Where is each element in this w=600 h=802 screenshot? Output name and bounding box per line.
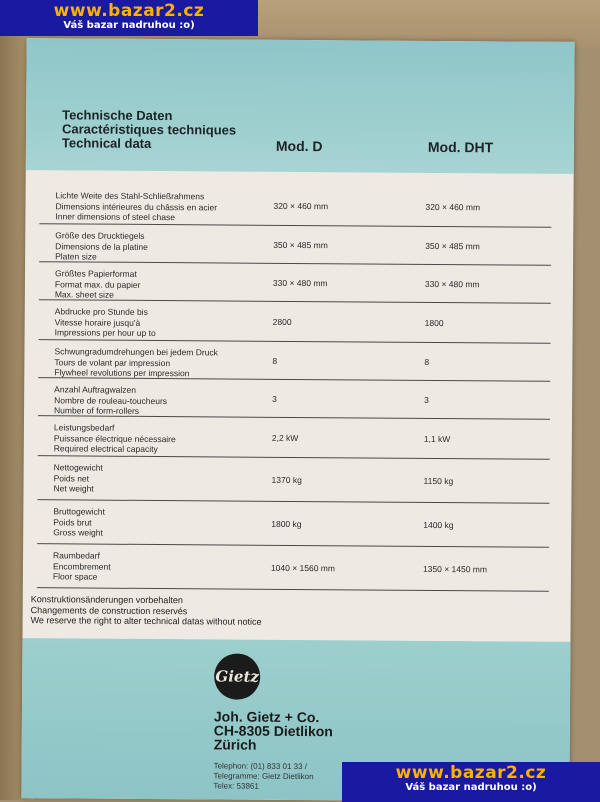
contact-info (213, 761, 313, 792)
spec-label: Flywheel revolutions per impression (54, 367, 190, 379)
mod-dht-value: 1,1 kW (423, 433, 451, 445)
contact-line: Telephon: (01) 833 01 33 / (213, 761, 308, 772)
spec-label: Encombrement (52, 560, 111, 572)
spec-label: Format max. du papier (54, 278, 141, 290)
spec-label: Required electrical capacity (53, 443, 158, 455)
spec-row (39, 224, 551, 266)
spec-row (37, 544, 549, 592)
spec-label: Dimensions de la platine (55, 240, 148, 252)
column-header-mod-dht: Mod. DHT (427, 138, 494, 156)
spec-label: Bruttogewicht (53, 506, 105, 517)
company-address (214, 709, 333, 752)
mod-d-value: 320 × 460 mm (273, 200, 329, 212)
spec-label: Impressions per hour up to (54, 327, 156, 339)
spec-label: Tours de volant par impression (54, 356, 171, 368)
spec-label: Nettogewicht (53, 462, 103, 473)
spec-label: Raumbedarf (53, 550, 100, 561)
mod-dht-value: 1400 kg (423, 519, 454, 531)
spec-label: Floor space (52, 571, 98, 582)
spec-label: Poids net (53, 472, 90, 484)
sheet-heading (62, 108, 236, 151)
spec-row-labels (55, 268, 141, 300)
spec-label: Net weight (53, 483, 94, 494)
spec-sheet (21, 38, 574, 802)
contact-line: Telegramme: Gietz Dietlikon (213, 771, 314, 782)
spec-label: Puissance électrique nécessaire (53, 432, 176, 444)
mod-d-value: 1800 kg (271, 518, 302, 530)
mod-d-value: 1040 × 1560 mm (270, 562, 336, 574)
watermark-tagline: Váš bazar nadruhou :o) (405, 782, 537, 793)
spec-label: Schwungradumdrehungen bei jedem Druck (54, 346, 218, 358)
watermark-url: www.bazar2.cz (395, 763, 547, 783)
spec-row-labels (55, 190, 217, 223)
spec-row-labels (55, 230, 148, 262)
gietz-logo: Gietz (214, 653, 260, 699)
spec-label: Vitesse horaire jusqu'à (54, 316, 141, 328)
watermark-banner-top (0, 0, 258, 36)
mod-dht-value: 8 (424, 356, 430, 367)
spec-label: Anzahl Auftragwalzen (54, 384, 136, 395)
spec-label: Gross weight (53, 527, 103, 538)
company-line: Zürich (213, 736, 257, 753)
spec-row-labels (54, 384, 167, 416)
mod-d-value: 3 (272, 393, 277, 404)
mod-d-value: 330 × 480 mm (272, 277, 328, 289)
spec-row-labels (54, 422, 176, 454)
spec-label: Leistungsbedarf (53, 422, 115, 433)
spec-row-labels (54, 346, 218, 379)
mod-d-value: 8 (272, 355, 278, 366)
mod-d-value: 350 × 485 mm (273, 239, 328, 251)
notice-text (31, 594, 262, 627)
heading-line: Technische Daten (62, 107, 173, 124)
mod-d-value: 2,2 kW (271, 432, 299, 444)
mod-dht-value: 330 × 480 mm (424, 278, 480, 290)
spec-row-labels (53, 506, 105, 538)
specs-table (37, 184, 552, 592)
spec-label: Abdrucke pro Stunde bis (54, 306, 148, 317)
spec-row-labels (53, 550, 111, 582)
mod-dht-value: 1350 × 1450 mm (422, 563, 488, 575)
mod-dht-value: 320 × 460 mm (425, 201, 481, 213)
column-header-mod-d: Mod. D (275, 137, 323, 155)
spec-row-labels (53, 462, 102, 494)
mod-d-value: 2800 (272, 316, 292, 327)
spec-label: Lichte Weite des Stahl-Schließrahmens (55, 190, 205, 202)
spec-row (39, 184, 551, 228)
notice-line: Konstruktionsänderungen vorbehalten (30, 594, 183, 606)
spec-label: Größtes Papierformat (54, 268, 137, 279)
heading-line: Technical data (61, 135, 152, 151)
watermark-url: www.bazar2.cz (53, 1, 205, 21)
watermark-tagline: Váš bazar nadruhou :o) (63, 20, 195, 31)
company-line: Joh. Gietz + Co. (213, 708, 320, 726)
spec-row (37, 500, 549, 548)
spec-row-labels (55, 306, 156, 338)
heading-line: Caractéristiques techniques (61, 121, 237, 138)
spec-row (38, 378, 550, 420)
spec-label: Platen size (55, 251, 97, 262)
spec-row (38, 416, 550, 460)
spec-row (38, 340, 550, 382)
notice-line: Changements de construction reservés (30, 604, 188, 616)
spec-row (39, 262, 551, 304)
contact-line: Telex: 53861 (213, 781, 259, 791)
watermark-banner-bottom (342, 762, 600, 802)
spec-label: Poids brut (53, 516, 92, 528)
spec-label: Größe des Drucktiegels (55, 230, 145, 241)
mod-dht-value: 1150 kg (423, 475, 454, 487)
spec-label: Nombre de rouleau-toucheurs (54, 394, 168, 406)
company-line: CH-8305 Dietlikon (213, 722, 333, 740)
mod-dht-value: 1800 (424, 317, 444, 329)
mod-dht-value: 350 × 485 mm (425, 240, 480, 252)
spec-row (39, 300, 551, 344)
spec-label: Dimensions intérieures du châssis en acier (55, 200, 218, 212)
mod-dht-value: 3 (424, 394, 429, 405)
notice-line: We reserve the right to alter technical datas without notice (30, 615, 262, 627)
spec-label: Number of form-rollers (54, 405, 140, 416)
spec-label: Inner dimensions of steel chase (55, 211, 175, 223)
spec-row (37, 456, 549, 504)
mod-d-value: 1370 kg (271, 474, 302, 486)
spec-label: Max. sheet size (54, 289, 114, 300)
